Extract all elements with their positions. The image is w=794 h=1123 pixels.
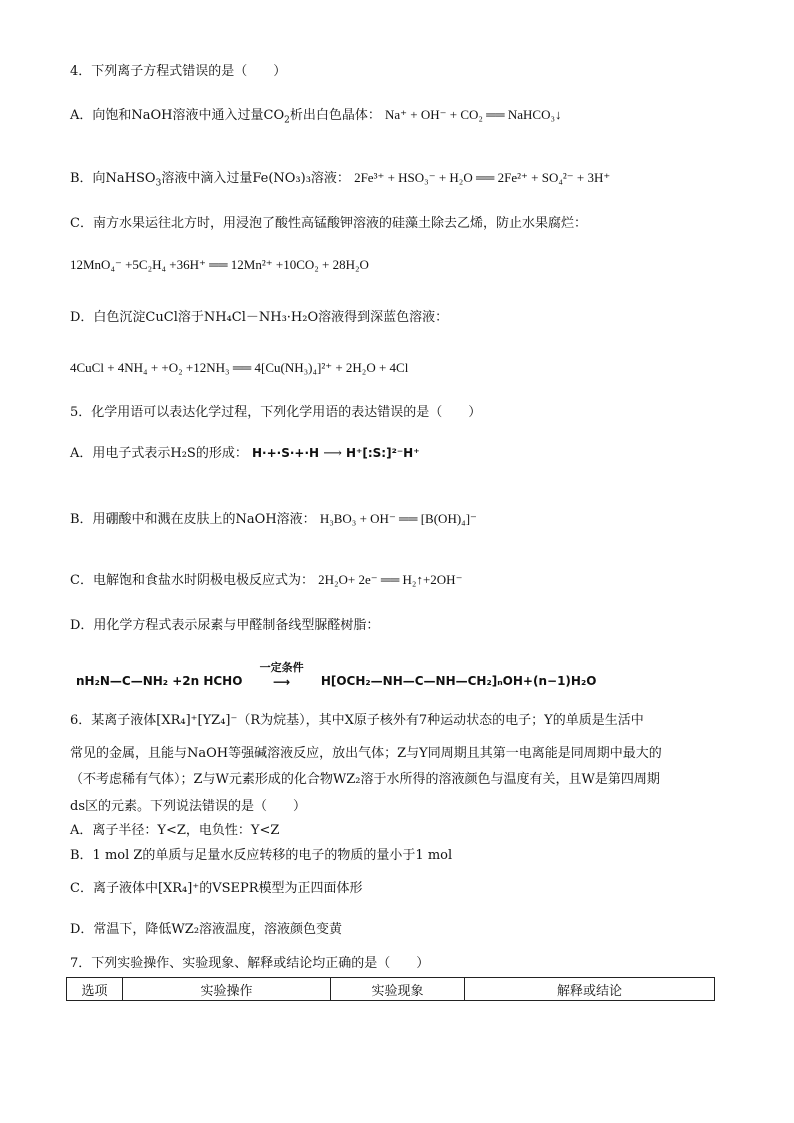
q5-a-text: A．用电子式表示H₂S的形成：: [70, 446, 248, 461]
q5-a-electron-right: H⁺[:S:]²⁻H⁺: [345, 446, 420, 460]
q7-stem: 7．下列实验操作、实验现象、解释或结论均正确的是（ ）: [70, 956, 430, 971]
q5-d-text: D．用化学方程式表示尿素与甲醛制备线型脲醛树脂：: [70, 618, 380, 633]
q5-option-b: [70, 510, 477, 529]
q4-a-equation: Na⁺ + OH⁻ + CO₂ ══ NaHCO₃↓: [385, 107, 562, 122]
q4-c-text: C．南方水果运往北方时，用浸泡了酸性高锰酸钾溶液的硅藻土除去乙烯，防止水果腐烂：: [70, 216, 587, 231]
table-header-cell: 解释或结论: [465, 978, 715, 1001]
q5-d-right: H[OCH₂—NH—C—NH—CH₂]ₙOH+(n−1)H₂O: [320, 674, 597, 688]
q6-option-b: B．1 mol Z的单质与足量水反应转移的电子的物质的量小于1 mol: [70, 848, 453, 863]
q4-d-equation: 4CuCl + 4NH₄ + +O₂ +12NH₃ ══ 4[Cu(NH₃)₄]²⁺ + 2H₂O + 4Cl: [70, 360, 409, 375]
q5-a-electron-left: H·+·S·+·H: [251, 446, 320, 460]
q4-option-b: B．向NaHSO$_3$溶液中滴入过量Fe(NO₃)₃溶液： 2Fe³⁺ + HSO₃⁻ + H₂O ══ 2Fe²⁺ + SO₄²⁻ + 3H⁺: [70, 170, 611, 189]
q6-option-a: A．离子半径：Y<Z，电负性：Y<Z: [70, 823, 280, 838]
reaction-arrow-icon: ⟶: [273, 674, 291, 689]
q4-b-text2: 溶液中滴入过量Fe(NO₃)₃溶液：: [161, 171, 350, 186]
q5-option-c: [70, 571, 462, 590]
q4-d-text: D．白色沉淀CuCl溶于NH₄Cl－NH₃·H₂O溶液得到深蓝色溶液：: [70, 310, 449, 325]
q6-option-c: C．离子液体中[XR₄]⁺的VSEPR模型为正四面体形: [70, 881, 363, 896]
q4-stem: 4．下列离子方程式错误的是（ ）: [70, 64, 287, 79]
q4-a-text: A．向饱和NaOH溶液中通入过量CO: [70, 108, 285, 123]
q6-stem-line4: ds区的元素。下列说法错误的是（ ）: [70, 799, 306, 814]
q4-a-text2: 析出白色晶体：: [289, 108, 381, 123]
q6-stem-line2: 常见的金属，且能与NaOH等强碱溶液反应，放出气体；Z与Y同周期且其第一电离能是同周期中最大的: [70, 746, 662, 761]
q5-stem: 5．化学用语可以表达化学过程，下列化学用语的表达错误的是（ ）: [70, 405, 482, 420]
q6-stem-line3: （不考虑稀有气体）；Z与W元素形成的化合物WZ₂溶于水所得的溶液颜色与温度有关，且W是第四周期: [70, 772, 660, 787]
q4-b-equation: 2Fe³⁺ + HSO₃⁻ + H₂O ══ 2Fe²⁺ + SO₄²⁻ + 3H⁺: [354, 170, 611, 185]
q4-option-a: A．向饱和NaOH溶液中通入过量$CO_2$析出白色晶体： Na⁺ + OH⁻ + CO₂ ══ NaHCO₃↓: [70, 107, 562, 126]
q5-d-left: nH₂N—C—NH₂ +2n HCHO: [76, 674, 243, 688]
q4-b-text: B．向NaHSO: [70, 171, 156, 186]
q6-option-d: D．常温下，降低WZ₂溶液温度，溶液颜色变黄: [70, 922, 343, 937]
q4-c-equation: 12MnO₄⁻ +5C₂H₄ +36H⁺ ══ 12Mn²⁺ +10CO₂ + 28H₂O: [70, 257, 369, 272]
q5-b-text: B．用硼酸中和溅在皮肤上的NaOH溶液：: [70, 512, 316, 527]
table-header-cell: 实验现象: [331, 978, 465, 1001]
q5-c-text: C．电解饱和食盐水时阴极电极反应式为：: [70, 573, 314, 588]
q7-table: [66, 977, 715, 1001]
q5-d-condition: 一定条件: [259, 660, 304, 674]
q6-stem-line1: 6．某离子液体[XR₄]⁺[YZ₄]⁻（R为烷基），其中X原子核外有7种运动状态的电子；Y的单质是生活中: [70, 713, 644, 728]
q5-option-a: [70, 444, 420, 463]
table-header-cell: 实验操作: [123, 978, 331, 1001]
q5-d-equation: [76, 660, 597, 691]
reaction-arrow-icon: ⟶: [323, 446, 342, 461]
table-header-row: [67, 978, 715, 1001]
table-header-cell: 选项: [67, 978, 123, 1001]
q5-c-equation: 2H₂O+ 2e⁻ ══ H₂↑+2OH⁻: [318, 572, 463, 587]
q5-b-equation: H₃BO₃ + OH⁻ ══ [B(OH)₄]⁻: [319, 511, 477, 526]
